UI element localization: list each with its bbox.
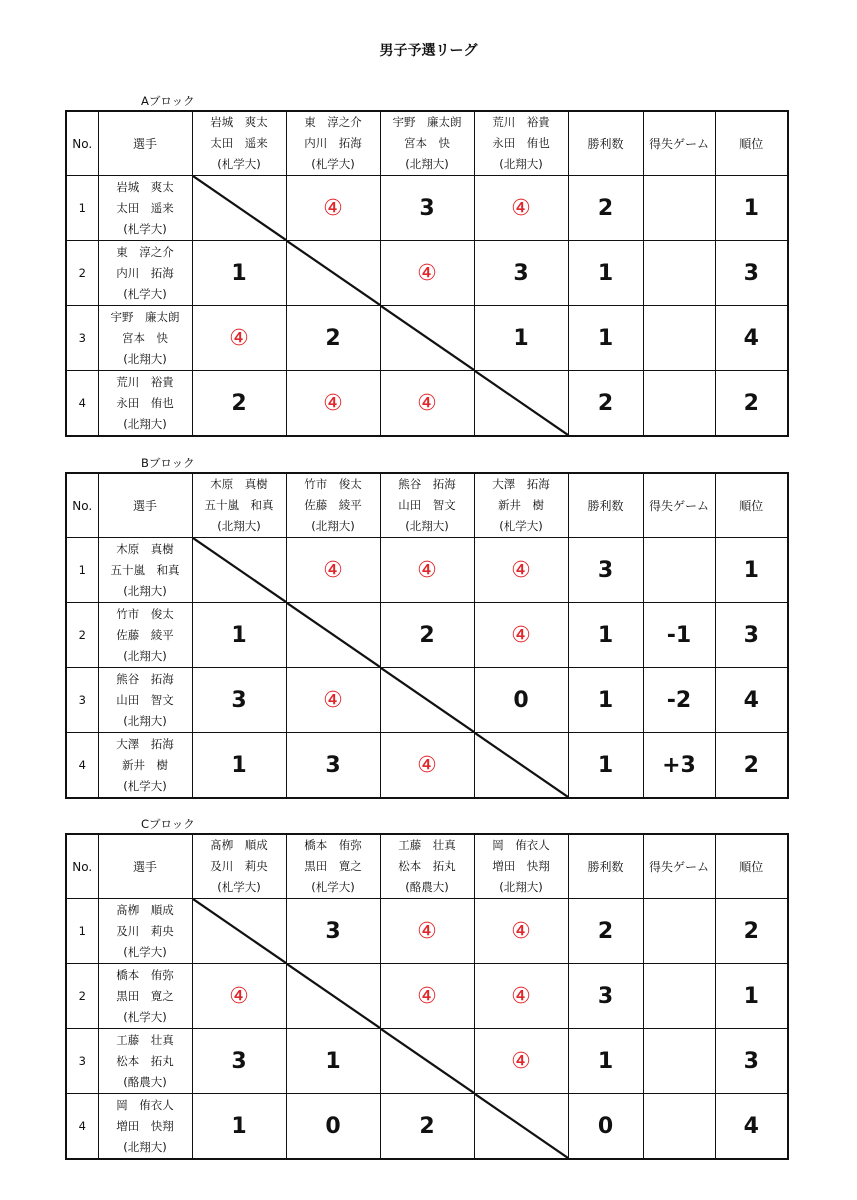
wins-value: 2 [568,176,643,241]
opponent-p1: 橋本 侑弥 [304,838,362,852]
wins-value: 2 [568,371,643,437]
block-label: Cブロック [141,817,195,831]
header-rank: 順位 [715,834,788,899]
opponent-p2: 五十嵐 和真 [204,498,274,512]
opponent-school: (札学大) [311,880,355,894]
opponent-p2: 山田 智文 [398,498,456,512]
team-number: 1 [66,538,98,603]
diagonal-line [287,603,380,667]
team-row [66,1094,788,1160]
header-wins: 勝利数 [568,111,643,176]
wins-value: 1 [568,1029,643,1094]
rank-value: 2 [715,733,788,799]
header-no: No. [66,834,98,899]
opponent-school: (北翔大) [217,519,261,533]
rank-value: 3 [715,1029,788,1094]
opponent-header [474,473,568,538]
player-p2: 増田 快翔 [116,1118,174,1133]
diff-value [643,371,715,437]
opponent-header [474,834,568,899]
match-score: 2 [192,371,286,437]
team-row [66,603,788,668]
team-number: 3 [66,306,98,371]
player-p1: 熊谷 拓海 [116,671,174,686]
match-win-mark: ④ [474,176,568,241]
opponent-p1: 東 淳之介 [304,115,362,129]
opponent-school: (酪農大) [405,880,449,894]
opponent-header [286,473,380,538]
opponent-p1: 髙栁 順成 [210,838,268,852]
opponent-p2: 増田 快翔 [492,859,550,873]
opponent-p1: 大澤 拓海 [492,477,550,491]
match-win-mark: ④ [286,371,380,437]
self-match-cell [380,1029,474,1094]
opponent-header [286,111,380,176]
self-match-cell [286,241,380,306]
league-block [65,456,787,799]
player-p2: 内川 拓海 [116,265,174,280]
header-wins: 勝利数 [568,473,643,538]
team-number: 1 [66,176,98,241]
player-school: (札学大) [123,221,167,236]
team-names [98,538,192,603]
match-score: 1 [474,306,568,371]
player-p2: 松本 拓丸 [116,1053,174,1068]
opponent-header [380,473,474,538]
match-score: 0 [286,1094,380,1160]
rank-value: 3 [715,241,788,306]
opponent-header [192,111,286,176]
match-score: 2 [380,603,474,668]
opponent-school: (札学大) [217,157,261,171]
diff-value [643,1094,715,1160]
player-school: (北翔大) [123,648,167,663]
player-school: (札学大) [123,1009,167,1024]
rank-value: 1 [715,176,788,241]
match-score: 1 [192,1094,286,1160]
team-number: 2 [66,241,98,306]
diagonal-line [381,668,474,732]
opponent-school: (北翔大) [499,157,543,171]
rank-value: 4 [715,306,788,371]
player-p1: 荒川 裕貴 [116,374,174,389]
match-win-mark: ④ [192,306,286,371]
opponent-p2: 永田 侑也 [492,136,550,150]
match-score: 3 [192,668,286,733]
opponent-header [380,834,474,899]
self-match-cell [286,964,380,1029]
match-win-mark: ④ [474,603,568,668]
opponent-p2: 宮本 快 [404,136,450,150]
opponent-p1: 岩城 爽太 [210,115,268,129]
self-match-cell [192,538,286,603]
match-score: 1 [192,241,286,306]
opponent-p2: 佐藤 綾平 [304,498,362,512]
player-school: (札学大) [123,778,167,793]
team-row [66,306,788,371]
self-match-cell [192,176,286,241]
diff-value [643,538,715,603]
diff-value [643,306,715,371]
team-names [98,176,192,241]
opponent-header [192,473,286,538]
team-names [98,668,192,733]
team-number: 2 [66,603,98,668]
team-names [98,964,192,1029]
opponent-school: (北翔大) [405,157,449,171]
player-p2: 及川 莉央 [116,923,174,938]
match-win-mark: ④ [380,241,474,306]
team-row [66,371,788,437]
match-win-mark: ④ [286,668,380,733]
league-block [65,817,787,1160]
player-p1: 岩城 爽太 [116,179,174,194]
match-score: 2 [286,306,380,371]
player-school: (札学大) [123,286,167,301]
opponent-p1: 岡 侑衣人 [492,838,550,852]
block-label: Bブロック [141,456,195,470]
player-p2: 山田 智文 [116,692,174,707]
diff-value [643,176,715,241]
player-p1: 工藤 壮真 [116,1032,174,1047]
match-win-mark: ④ [380,964,474,1029]
diff-value [643,1029,715,1094]
diagonal-line [287,964,380,1028]
opponent-p1: 荒川 裕貴 [492,115,550,129]
opponent-p2: 松本 拓丸 [398,859,456,873]
match-win-mark: ④ [380,733,474,799]
match-score: 1 [192,733,286,799]
wins-value: 1 [568,306,643,371]
wins-value: 1 [568,241,643,306]
rank-value: 1 [715,538,788,603]
diagonal-line [287,241,380,305]
opponent-school: (北翔大) [311,519,355,533]
opponent-school: (札学大) [499,519,543,533]
opponent-header [286,834,380,899]
team-names [98,371,192,437]
match-win-mark: ④ [474,964,568,1029]
header-player: 選手 [98,834,192,899]
diagonal-line [381,306,474,370]
wins-value: 1 [568,603,643,668]
diagonal-line [193,176,286,240]
player-p2: 佐藤 綾平 [116,627,174,642]
opponent-school: (札学大) [311,157,355,171]
team-number: 1 [66,899,98,964]
wins-value: 2 [568,899,643,964]
self-match-cell [380,668,474,733]
opponent-p2: 新井 樹 [498,498,544,512]
player-p1: 髙栁 順成 [116,902,174,917]
opponent-header [474,111,568,176]
match-score: 2 [380,1094,474,1160]
header-wins: 勝利数 [568,834,643,899]
player-p2: 宮本 快 [122,330,168,345]
player-p1: 岡 侑衣人 [116,1097,174,1112]
player-p1: 橋本 侑弥 [116,967,174,982]
team-number: 4 [66,733,98,799]
match-win-mark: ④ [286,538,380,603]
rank-value: 4 [715,668,788,733]
player-school: (札学大) [123,944,167,959]
opponent-p2: 太田 遥来 [210,136,268,150]
team-number: 4 [66,371,98,437]
diagonal-line [475,1094,568,1158]
opponent-p2: 内川 拓海 [304,136,362,150]
match-win-mark: ④ [474,899,568,964]
match-win-mark: ④ [286,176,380,241]
match-win-mark: ④ [380,899,474,964]
opponent-p1: 木原 真樹 [210,477,268,491]
match-score: 3 [192,1029,286,1094]
opponent-header [380,111,474,176]
team-number: 3 [66,668,98,733]
team-number: 4 [66,1094,98,1160]
team-row [66,1029,788,1094]
diagonal-line [475,371,568,435]
opponent-p1: 宇野 廉太朗 [392,115,462,129]
team-row [66,964,788,1029]
match-score: 3 [380,176,474,241]
league-table [65,110,789,437]
league-table [65,833,789,1160]
team-row [66,899,788,964]
opponent-p2: 及川 莉央 [210,859,268,873]
diagonal-line [193,538,286,602]
header-row [66,834,788,899]
match-win-mark: ④ [474,1029,568,1094]
diff-value: +3 [643,733,715,799]
team-names [98,733,192,799]
player-school: (酪農大) [123,1074,167,1089]
self-match-cell [192,899,286,964]
header-diff: 得失ゲーム [643,111,715,176]
wins-value: 1 [568,733,643,799]
team-names [98,1029,192,1094]
opponent-p1: 竹市 俊太 [304,477,362,491]
match-score: 3 [286,733,380,799]
header-diff: 得失ゲーム [643,473,715,538]
header-row [66,111,788,176]
opponent-school: (北翔大) [499,880,543,894]
player-p1: 木原 真樹 [116,541,174,556]
header-diff: 得失ゲーム [643,834,715,899]
header-player: 選手 [98,473,192,538]
team-row [66,538,788,603]
opponent-header [192,834,286,899]
diff-value [643,241,715,306]
header-rank: 順位 [715,111,788,176]
player-p1: 東 淳之介 [116,244,174,259]
wins-value: 1 [568,668,643,733]
rank-value: 2 [715,899,788,964]
player-p2: 永田 侑也 [116,395,174,410]
diagonal-line [381,1029,474,1093]
player-school: (北翔大) [123,351,167,366]
team-row [66,668,788,733]
rank-value: 4 [715,1094,788,1160]
player-p1: 宇野 廉太朗 [110,309,180,324]
rank-value: 1 [715,964,788,1029]
team-names [98,1094,192,1160]
player-p1: 竹市 俊太 [116,606,174,621]
player-p2: 五十嵐 和真 [110,562,180,577]
team-names [98,241,192,306]
header-no: No. [66,111,98,176]
player-p1: 大澤 拓海 [116,736,174,751]
self-match-cell [474,1094,568,1160]
diff-value [643,964,715,1029]
team-number: 3 [66,1029,98,1094]
team-row [66,241,788,306]
self-match-cell [474,733,568,799]
header-player: 選手 [98,111,192,176]
diagonal-line [193,899,286,963]
team-names [98,899,192,964]
header-no: No. [66,473,98,538]
player-school: (北翔大) [123,713,167,728]
player-school: (北翔大) [123,416,167,431]
player-p2: 新井 樹 [122,757,168,772]
opponent-p1: 熊谷 拓海 [398,477,456,491]
match-score: 0 [474,668,568,733]
team-row [66,176,788,241]
player-p2: 黒田 寛之 [116,988,174,1003]
team-names [98,603,192,668]
wins-value: 3 [568,538,643,603]
opponent-school: (北翔大) [405,519,449,533]
self-match-cell [380,306,474,371]
self-match-cell [474,371,568,437]
opponent-school: (札学大) [217,880,261,894]
rank-value: 3 [715,603,788,668]
match-score: 3 [474,241,568,306]
match-score: 1 [192,603,286,668]
player-school: (北翔大) [123,1139,167,1154]
match-win-mark: ④ [474,538,568,603]
opponent-p1: 工藤 壮真 [398,838,456,852]
wins-value: 3 [568,964,643,1029]
block-label: Aブロック [141,94,195,108]
match-win-mark: ④ [192,964,286,1029]
match-win-mark: ④ [380,538,474,603]
diff-value: -1 [643,603,715,668]
opponent-p2: 黒田 寛之 [304,859,362,873]
league-block [65,94,787,437]
wins-value: 0 [568,1094,643,1160]
page-title: 男子予選リーグ [379,43,478,59]
diff-value: -2 [643,668,715,733]
team-row [66,733,788,799]
self-match-cell [286,603,380,668]
diff-value [643,899,715,964]
player-p2: 太田 遥来 [116,200,174,215]
match-score: 3 [286,899,380,964]
diagonal-line [475,733,568,797]
team-number: 2 [66,964,98,1029]
team-names [98,306,192,371]
header-rank: 順位 [715,473,788,538]
rank-value: 2 [715,371,788,437]
league-table [65,472,789,799]
match-score: 1 [286,1029,380,1094]
match-win-mark: ④ [380,371,474,437]
header-row [66,473,788,538]
player-school: (北翔大) [123,583,167,598]
